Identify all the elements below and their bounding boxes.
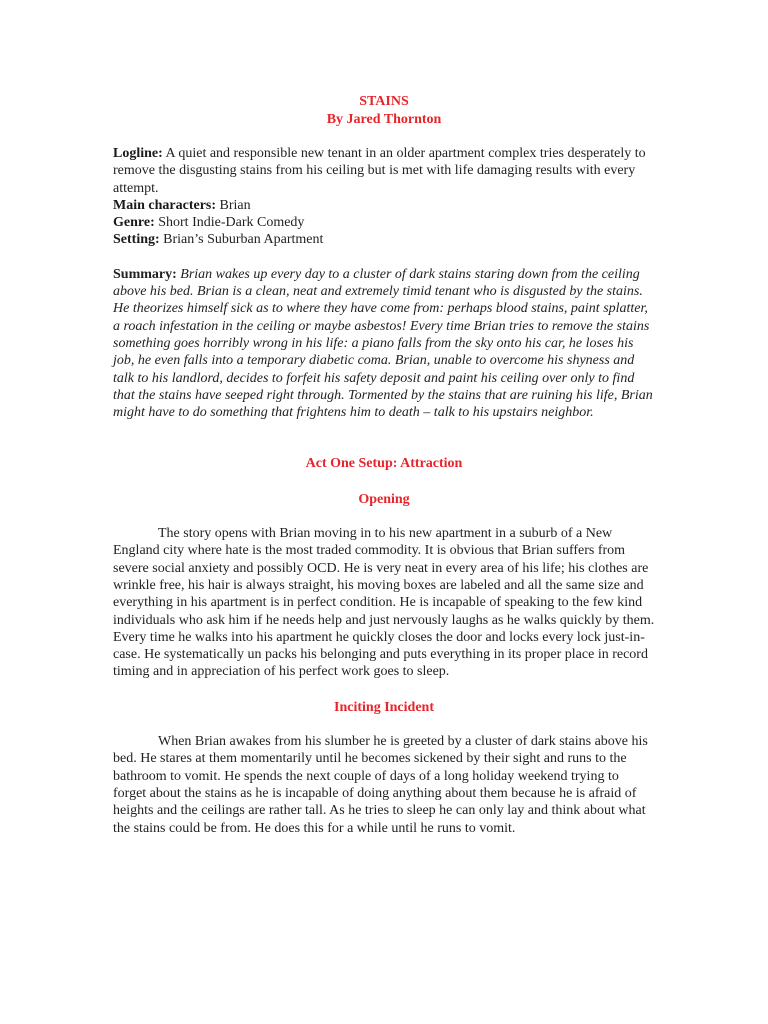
- genre: [113, 214, 655, 231]
- title-block: [113, 93, 655, 128]
- summary: [113, 266, 655, 422]
- genre-label: Genre:: [113, 215, 155, 231]
- meta-block: [113, 145, 655, 249]
- setting-value: Brian’s Suburban Apartment: [159, 232, 324, 248]
- act-heading: Act One Setup: Attraction: [305, 456, 463, 472]
- section-body-inciting-incident: When Brian awakes from his slumber he is greeted by a cluster of dark stains above his bed. He stares at them momentarily until he becomes sickened by their sight and runs to the bathroom to vomit. He spends the next couple of days of a long holiday weekend trying to forget about the stains as he is incapable of doing anything about them because he is afraid of heights and the ceilings are rather tall. As he tries to sleep he can only lay and think about what the stains could be from. He does this for a while until he runs to vomit.: [113, 734, 648, 836]
- logline-value: A quiet and responsible new tenant in an older apartment complex tries desperately to remove the disgusting stains from his ceiling but is met with life damaging results with every attempt.: [113, 146, 646, 196]
- setting: [113, 231, 655, 248]
- summary-text: Brian wakes up every day to a cluster of dark stains staring down from the ceiling above his bed. Brian is a clean, neat and extremely timid tenant who is disgusted by the stains. He theorizes himself sick as to where they have come from: perhaps blood stains, paint splatter, a roach infestation in the ceiling or maybe asbestos! Every time Brian tries to remove the stains something goes horribly wrong in his life: a piano falls from the sky onto his car, he loses his job, he even falls into a temporary diabetic coma. Brian, unable to overcome his shyness and talk to his landlord, decides to forfeit his safety deposit and paint his ceiling over only to find that the stains have seeped right through. Tormented by the stains that are ruining his life, Brian might have to do something that frightens him to death – talk to his upstairs neighbor.: [113, 266, 653, 421]
- spacer: [113, 716, 655, 733]
- section-heading-inciting-incident: Inciting Incident: [334, 699, 434, 715]
- author-line: By Jared Thornton: [326, 111, 442, 127]
- spacer: [113, 508, 655, 525]
- genre-value: Short Indie-Dark Comedy: [154, 215, 305, 231]
- section-body-opening: The story opens with Brian moving in to his new apartment in a suburb of a New England city where hate is the most traded commodity. It is obvious that Brian suffers from severe social anxiety and possibly OCD. He is very neat in every area of his life; his clothes are wrinkle free, his hair is always straight, his moving boxes are labeled and all the same size and everything in his apartment is in perfect condition. He is incapable of speaking to the few kind individuals who ask him if he needs help and just nervously laughs as he walks quickly by them. Every time he walks into his apartment he quickly closes the door and locks every lock just-in-case. He systematically un packs his belonging and puts everything in its proper place in record timing and in appreciation of his perfect work goes to sleep.: [113, 526, 655, 680]
- main-characters-value: Brian: [216, 197, 251, 213]
- main-characters-label: Main characters:: [113, 197, 217, 213]
- section-heading-opening: Opening: [358, 491, 410, 507]
- logline-label: Logline:: [113, 146, 163, 161]
- spacer: [113, 473, 655, 491]
- logline: [113, 145, 655, 197]
- spacer: [113, 681, 655, 699]
- summary-label: Summary:: [113, 266, 177, 282]
- document-page: [113, 93, 655, 837]
- spacer: [113, 128, 655, 145]
- setting-label: Setting:: [113, 232, 160, 248]
- spacer: [113, 249, 655, 266]
- spacer: [113, 421, 655, 455]
- document-title: STAINS: [359, 94, 409, 109]
- main-characters: [113, 197, 655, 214]
